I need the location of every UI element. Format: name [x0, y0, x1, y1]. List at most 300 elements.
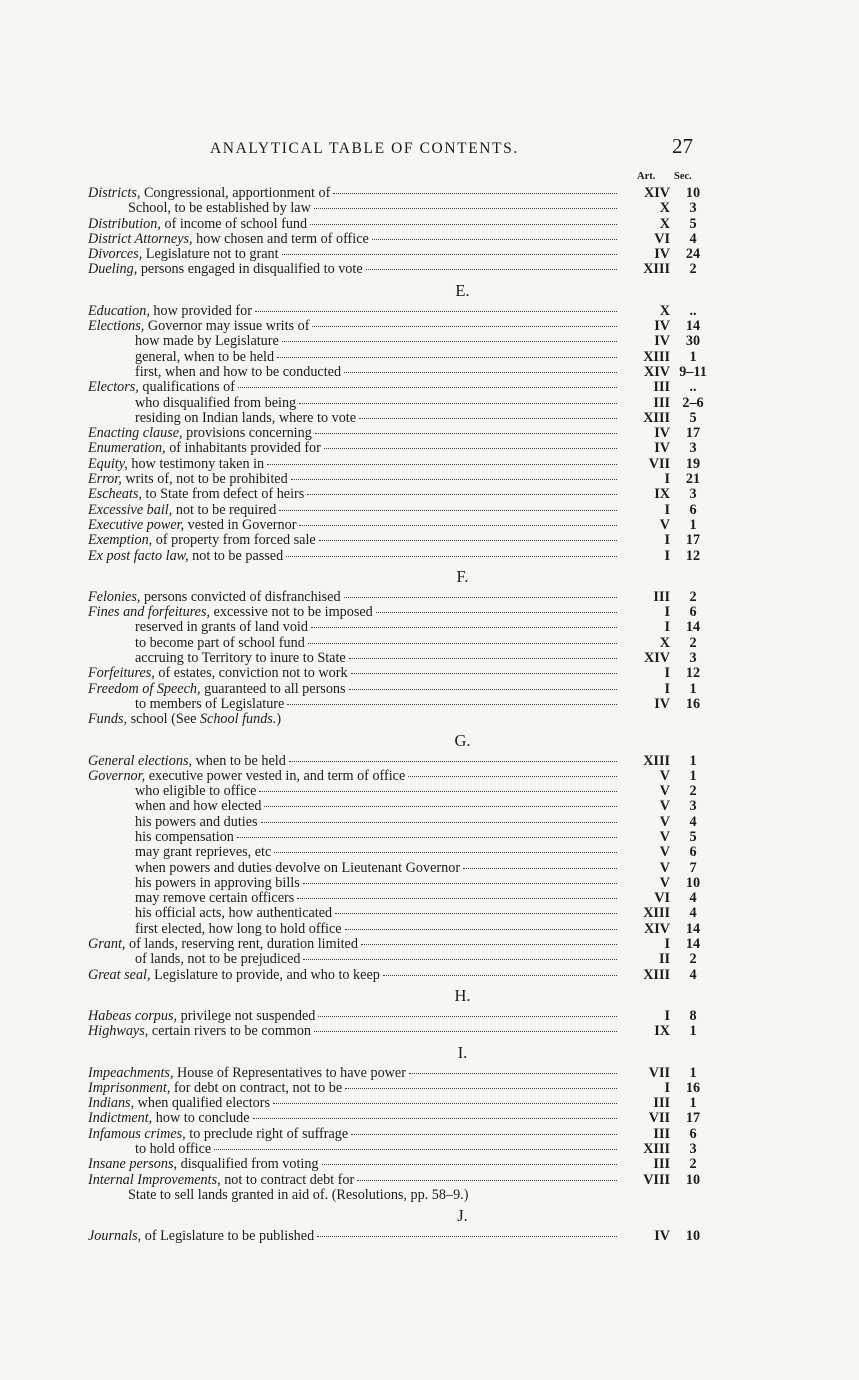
section-number: 4 [689, 813, 697, 830]
dot-leader [286, 556, 617, 557]
toc-entry [0, 304, 859, 319]
toc-entry [0, 457, 859, 472]
entry-text: privilege not suspended [177, 1008, 316, 1024]
dot-leader [255, 311, 617, 312]
section-number: 14 [685, 920, 701, 937]
entry-description [128, 201, 620, 216]
toc-entry [0, 876, 859, 891]
article-number: I [664, 604, 670, 621]
entry-description [88, 426, 620, 441]
entry-text: may grant reprieves, etc [135, 845, 272, 861]
entry-description [88, 1127, 620, 1142]
toc-section [0, 186, 859, 278]
entry-term: Electors, [88, 380, 139, 396]
entry-description [135, 334, 620, 349]
dot-leader [214, 1149, 617, 1150]
entry-description [88, 605, 620, 620]
toc-entry [0, 186, 859, 201]
toc-entry [0, 334, 859, 349]
toc-entry [0, 769, 859, 784]
entry-term: Great seal, [88, 967, 151, 983]
entry-term: Education, [88, 303, 150, 319]
article-number: V [659, 859, 670, 876]
section-number: .. [689, 379, 697, 396]
dot-leader [319, 540, 617, 541]
entry-text: who eligible to office [135, 784, 257, 800]
entry-description [135, 830, 620, 845]
entry-description [135, 906, 620, 921]
toc-entry [0, 396, 859, 411]
entry-text: to become part of school fund [135, 635, 305, 651]
dot-leader [366, 269, 617, 270]
toc-entry [0, 845, 859, 860]
entry-text: his powers and duties [135, 814, 258, 830]
entry-text: persons convicted of disfranchised [140, 589, 341, 605]
toc-entry [0, 1024, 859, 1039]
dot-leader [311, 627, 617, 628]
section-number: 1 [689, 680, 697, 697]
entry-term: Forfeitures, [88, 666, 155, 682]
dot-leader [324, 448, 617, 449]
toc-entry [0, 350, 859, 365]
toc-entry [0, 441, 859, 456]
toc-entry [0, 1157, 859, 1172]
entry-text: of estates, conviction not to work [154, 666, 348, 682]
entry-term: Ex post facto law, [88, 548, 189, 564]
entry-text: Legislature not to grant [142, 247, 279, 263]
dot-leader [317, 1236, 617, 1237]
section-number: 5 [689, 215, 697, 232]
toc-entry [0, 937, 859, 952]
article-number: XIV [643, 363, 670, 380]
section-number: 17 [685, 532, 701, 549]
section-letter: F. [456, 566, 469, 586]
dot-leader [349, 689, 617, 690]
article-number: II [658, 951, 670, 968]
section-letter: J. [457, 1206, 468, 1226]
toc-entry [0, 968, 859, 983]
section-number: 3 [689, 1141, 697, 1158]
section-number: 2 [689, 783, 697, 800]
entry-text: of Legislature to be published [141, 1229, 315, 1245]
entry-term: Imprisonment, [88, 1080, 171, 1096]
toc-entry [0, 1142, 859, 1157]
dot-leader [335, 913, 617, 914]
article-number: X [659, 215, 670, 232]
article-number: X [659, 634, 670, 651]
dot-leader [303, 959, 617, 960]
entry-description [135, 861, 620, 876]
entry-description [88, 262, 620, 277]
section-number: 12 [685, 665, 701, 682]
section-number: 6 [689, 501, 697, 518]
entry-description [88, 487, 620, 502]
entry-description [88, 533, 620, 548]
entry-text: of income of school fund [160, 216, 308, 232]
entry-text: Congressional, apportionment of [140, 186, 331, 201]
toc-entry [0, 411, 859, 426]
entry-text: may remove certain officers [135, 891, 295, 907]
article-number: I [664, 532, 670, 549]
article-number: I [664, 547, 670, 564]
entry-text: how to conclude [152, 1111, 250, 1127]
entry-text: qualifications of [138, 380, 235, 396]
toc-entry [0, 830, 859, 845]
entry-text: not to contract debt for [220, 1172, 355, 1188]
entry-text: Legislature to provide, and who to keep [150, 967, 380, 983]
section-number: 30 [685, 333, 701, 350]
toc-entry [0, 1127, 859, 1142]
toc-entry [0, 891, 859, 906]
entry-text: residing on Indian lands, where to vote [135, 410, 357, 426]
section-number: 17 [685, 1110, 701, 1127]
dot-leader [314, 208, 617, 209]
entry-text: when qualified electors [134, 1096, 271, 1112]
article-number: III [653, 1095, 670, 1112]
dot-leader [315, 433, 617, 434]
entry-text: of inhabitants provided for [165, 441, 321, 457]
section-number: .. [689, 302, 697, 319]
entry-description [88, 968, 620, 983]
dot-leader [291, 479, 617, 480]
dot-leader [297, 898, 617, 899]
article-number: XIII [643, 348, 670, 365]
toc-entry [0, 1229, 859, 1244]
dot-leader [261, 822, 617, 823]
entry-description [88, 380, 620, 395]
section-number: 10 [685, 185, 701, 201]
toc-entry [0, 620, 859, 635]
entry-text: excessive not to be imposed [210, 605, 373, 621]
section-number: 2 [689, 634, 697, 651]
section-number: 7 [689, 859, 697, 876]
article-number: VII [648, 1110, 670, 1127]
article-number: IV [654, 318, 670, 335]
section-number: 14 [685, 936, 701, 953]
entry-text: of property from forced sale [152, 533, 316, 549]
entry-description [88, 549, 620, 564]
article-number: IX [654, 486, 670, 503]
entry-term: Journals, [88, 1229, 142, 1245]
entry-text: when powers and duties devolve on Lieutenant Governor [135, 860, 461, 876]
dot-leader [322, 1164, 617, 1165]
dot-leader [351, 1134, 617, 1135]
section-number: 6 [689, 1125, 697, 1142]
entry-text: executive power vested in, and term of office [145, 768, 406, 784]
toc-entry [0, 922, 859, 937]
entry-text: first elected, how long to hold office [135, 921, 342, 937]
dot-leader [409, 1073, 617, 1074]
entry-term: Escheats, [88, 487, 142, 503]
article-number: IV [654, 1228, 670, 1245]
entry-text: how chosen and term of office [192, 231, 369, 247]
entry-text: of lands, not to be prejudiced [135, 952, 301, 968]
dot-leader [345, 1088, 617, 1089]
entry-text: of lands, reserving rent, duration limited [125, 937, 358, 953]
entry-text: general, when to be held [135, 349, 275, 365]
entry-text: when to be held [192, 753, 286, 769]
section-number: 16 [685, 695, 701, 712]
entry-term: Indictment, [88, 1111, 153, 1127]
section-number: 5 [689, 409, 697, 426]
dot-leader [273, 1103, 617, 1104]
article-number: XIV [643, 650, 670, 667]
article-number: I [664, 665, 670, 682]
dot-leader [308, 643, 617, 644]
entry-description [88, 518, 620, 533]
toc-entry [0, 605, 859, 620]
entry-description [135, 636, 620, 651]
entry-text: when and how elected [135, 799, 262, 815]
art-column-header: Art. [637, 171, 656, 182]
entry-text: accruing to Territory to inure to State [135, 651, 346, 667]
article-number: XIII [643, 1141, 670, 1158]
entry-term: Infamous crimes, [88, 1126, 186, 1142]
toc-entry [0, 487, 859, 502]
entry-description [88, 1081, 620, 1096]
section-letter: E. [455, 280, 470, 300]
dot-leader [282, 341, 617, 342]
entry-description [88, 1024, 620, 1039]
entry-description [88, 1009, 620, 1024]
dot-leader [259, 791, 617, 792]
article-number: XIII [643, 752, 670, 769]
entry-description [88, 712, 281, 727]
section-letter: H. [454, 985, 471, 1005]
dot-leader [287, 704, 617, 705]
dot-leader [408, 776, 617, 777]
article-number: XIII [643, 966, 670, 983]
section-number: 6 [689, 844, 697, 861]
section-number: 6 [689, 604, 697, 621]
entry-description [88, 319, 620, 334]
entry-description [128, 1188, 468, 1203]
article-number: I [664, 501, 670, 518]
toc-entry [0, 549, 859, 564]
entry-term: Elections, [88, 319, 145, 335]
section-number: 10 [685, 1228, 701, 1245]
toc-entry [0, 247, 859, 262]
toc-entry [0, 590, 859, 605]
entry-description [135, 952, 620, 967]
entry-description [88, 682, 620, 697]
article-number: III [653, 379, 670, 396]
entry-description [88, 503, 620, 518]
toc-entry [0, 426, 859, 441]
entry-text: his compensation [135, 829, 234, 845]
toc-entry [0, 697, 859, 712]
article-number: XIV [643, 920, 670, 937]
entry-text: not to be passed [188, 548, 284, 564]
entry-text: not to be required [172, 502, 277, 518]
section-number: 2 [689, 1156, 697, 1173]
section-number: 3 [689, 440, 697, 457]
entry-term: District Attorneys, [88, 231, 193, 247]
entry-text: disqualified from voting [177, 1157, 319, 1173]
dot-leader [289, 761, 617, 762]
entry-text: his official acts, how authenticated [135, 906, 333, 922]
entry-text: how provided for [149, 303, 252, 319]
dot-leader [307, 494, 617, 495]
section-number: 4 [689, 230, 697, 247]
entry-text: school (See [127, 711, 200, 728]
toc-entry [0, 201, 859, 216]
dot-leader [299, 403, 617, 404]
entry-term: Distribution, [88, 216, 161, 232]
article-number: I [664, 619, 670, 636]
section-number: 1 [689, 348, 697, 365]
article-number: III [653, 1125, 670, 1142]
section-number: 5 [689, 828, 697, 845]
toc-entry [0, 262, 859, 277]
dot-leader [282, 254, 617, 255]
toc-entry [0, 906, 859, 921]
entry-description [88, 1096, 620, 1111]
entry-text: for debt on contract, not to be [170, 1080, 343, 1096]
section-number: 19 [685, 455, 701, 472]
toc-entry [0, 861, 859, 876]
entry-term: Equity, [88, 456, 128, 472]
entry-text: reserved in grants of land void [135, 620, 308, 636]
dot-leader [376, 612, 617, 613]
dot-leader [253, 1118, 617, 1119]
toc-entry [0, 1188, 859, 1203]
entry-description [88, 232, 620, 247]
entry-text: how made by Legislature [135, 334, 279, 350]
entry-text: certain rivers to be common [148, 1024, 312, 1040]
toc-entry [0, 1081, 859, 1096]
article-number: X [659, 200, 670, 217]
toc-entry [0, 518, 859, 533]
toc-entry [0, 533, 859, 548]
section-number: 3 [689, 200, 697, 217]
section-number: 10 [685, 1171, 701, 1188]
entry-description [88, 590, 620, 605]
entry-description [135, 815, 620, 830]
entry-description [135, 1142, 620, 1157]
toc-entry [0, 365, 859, 380]
article-number: V [659, 767, 670, 784]
entry-term: Impeachments, [88, 1065, 174, 1081]
entry-description [135, 845, 620, 860]
toc-section [0, 278, 859, 564]
toc-entry [0, 1096, 859, 1111]
article-number: V [659, 798, 670, 815]
section-number: 21 [685, 471, 701, 488]
entry-description [135, 922, 620, 937]
entry-term: Freedom of Speech, [88, 681, 201, 697]
entry-cross-reference: School funds. [199, 711, 277, 728]
entry-term: Excessive bail, [88, 502, 173, 518]
page-header [0, 134, 859, 162]
toc-entry [0, 380, 859, 395]
entry-term: Districts, [88, 186, 141, 201]
dot-leader [372, 239, 617, 240]
dot-leader [312, 326, 617, 327]
dot-leader [357, 1180, 617, 1181]
dot-leader [238, 387, 617, 388]
section-number: 2 [689, 951, 697, 968]
entry-description [135, 620, 620, 635]
section-number: 2 [689, 261, 697, 278]
section-number: 8 [689, 1007, 697, 1024]
article-number: III [653, 588, 670, 605]
section-letter: G. [454, 730, 471, 750]
toc-entry [0, 636, 859, 651]
entry-term: Insane persons, [88, 1157, 178, 1173]
article-number: V [659, 516, 670, 533]
dot-leader [310, 224, 617, 225]
toc-entry [0, 232, 859, 247]
entry-description [88, 937, 620, 952]
dot-leader [345, 929, 617, 930]
entry-description [88, 217, 620, 232]
column-headers [0, 171, 859, 185]
toc-entry [0, 319, 859, 334]
article-number: IV [654, 440, 670, 457]
entry-description [135, 891, 620, 906]
entry-term: Error, [88, 472, 122, 488]
entry-text: Governor may issue writs of [144, 319, 310, 335]
entry-term: Exemption, [88, 533, 153, 549]
section-number: 4 [689, 890, 697, 907]
article-number: XIII [643, 261, 670, 278]
section-letter: I. [457, 1042, 468, 1062]
entry-description [88, 1229, 620, 1244]
toc-entry [0, 503, 859, 518]
dot-leader [361, 944, 617, 945]
entry-text: to State from defect of heirs [141, 487, 305, 503]
article-number: IV [654, 246, 670, 263]
entry-description [88, 769, 620, 784]
page-number: 27 [672, 134, 693, 158]
section-number: 1 [689, 752, 697, 769]
entry-term: Funds, [88, 711, 128, 728]
entry-description [135, 350, 620, 365]
entry-text: how testimony taken in [127, 456, 265, 472]
entry-text: vested in Governor [184, 517, 297, 533]
article-number: IV [654, 425, 670, 442]
toc-entry [0, 472, 859, 487]
toc-entry [0, 682, 859, 697]
entry-text: first, when and how to be conducted [135, 364, 342, 380]
entry-term: Grant, [88, 937, 126, 953]
entry-text: his powers in approving bills [135, 875, 300, 891]
dot-leader [344, 597, 617, 598]
entry-description [135, 697, 620, 712]
dot-leader [314, 1031, 617, 1032]
toc-entry [0, 815, 859, 830]
entry-term: Highways, [88, 1024, 149, 1040]
entry-description [88, 304, 620, 319]
section-number: 2–6 [682, 394, 704, 411]
article-number: V [659, 813, 670, 830]
entry-description [135, 784, 620, 799]
section-number: 10 [685, 874, 701, 891]
section-number: 24 [685, 246, 701, 263]
section-number: 1 [689, 1064, 697, 1081]
article-number: VI [654, 890, 670, 907]
entry-description [88, 666, 620, 681]
entry-description [135, 365, 620, 380]
dot-leader [359, 418, 617, 419]
entry-text: guaranteed to all persons [200, 681, 346, 697]
entry-description [88, 457, 620, 472]
dot-leader [277, 357, 617, 358]
entry-text: to members of Legislature [135, 696, 285, 712]
entry-term: Governor, [88, 768, 146, 784]
section-number: 4 [689, 905, 697, 922]
